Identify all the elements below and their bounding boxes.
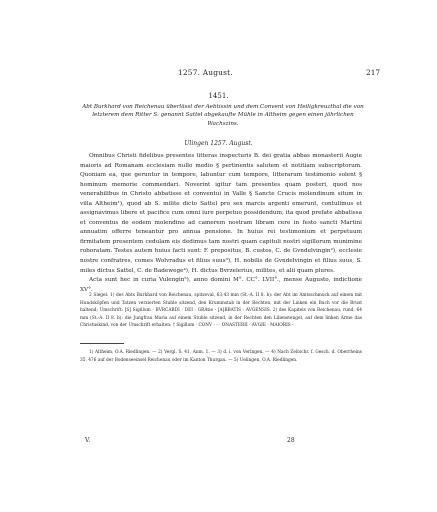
footnotes <box>80 349 362 364</box>
document-number: 1451. <box>208 92 229 100</box>
footnote-divider <box>80 343 124 344</box>
seal-notes <box>80 292 362 330</box>
running-header-date: 1257. August. <box>178 68 233 77</box>
place-date: Ulingen 1257. August. <box>184 140 253 147</box>
body-paragraph: Acta sunt hec in curia Vulengin⁵), anno domini M°. CC°. LVII°., mense Augusto, indictione XV°. <box>80 277 362 293</box>
footnote-text: 1) Altheim, O.A. Riedlingen. — 2) Vergl. S. 41, Anm. 1. — 3) d. i. von Veringen. — 4) Nach Zeitschr. f. Gesch. d. Oberrheins 35, 476 auf der Bodenseeinsel Reichenau oder im Kanton Thurgau. — 5) Uelingen, O.A. Riedlingen. <box>80 350 362 363</box>
seal-description: 2 Siegel: 1) des Abts Burkhard von Reichenau, spitzoval, 63,43 mm (St.-A. II 8. b): der Abt im Amtsschmuck auf einem mit Hundsköpfen und Tatzen verzierten Stuhle sitzend, den Krummstab in der Rechten, mit der Linken ein Buch vor die Brust haltend; Umschrift: [S] Sigillum · BVRCARDI · DEI · GRAtie · [A]BBATIS · AVGENSIS. 2) des Kapitels von Reichenau, rund, 64 mm (St.-A. II 8. b): die Jungfrau Maria auf einem Stuhle sitzend, in der Rechten den Lilienstengel, auf dem linken Arme das Christuskind, von der Umschrift erhalten: † Sigillum · CONV · · · ONASTERII · AVGIE · MAIORIS · <box>80 293 362 329</box>
signature-mark-right: 28 <box>287 437 295 444</box>
signature-mark-left: V. <box>85 437 91 444</box>
document-summary: Abt Burkhard von Reichenau überlässt der Aebtissin und dem Convent von Heiligkreuzthal die von letzterem dem Ritter S. genannt Sattel abgekaufte Mühle in Altheim gegen einen jährlichen Wachszins. <box>82 104 364 127</box>
page-number: 217 <box>366 68 381 77</box>
charter-text <box>80 152 362 295</box>
body-paragraph: Omnibus Christi fidelibus presentes litteras inspecturis B. dei gratia abbas monasterii Augie maioris ad Romanam ecclesiam nullo medio § pertinentis salutem et notitiam subscriptorum. Quoniam ea, que geruntur in tempore, labuntur cum tempore, litterarum testimonio solent § hominum memorie commendari. Noverint igitur tam presentes quam posteri, quod nos venerabilibus in Christo abbatisse et conventui in Valle § Sancte Crucis molendinum situm in villa Altheim¹), quod ab S. milite dicto Sattel pro sex marcis argenti emerunt, contulimus et assignavimus libere et pacifice cum omni iure perpetuo possidendum, ita quod prefate abbatissa et conventus de eodem molendino ad camerem nostram libram cere in festo sancti Martini annuatim offerre teneantur pro annua pensione. In huius rei testimonium et perpetuum firmitatem presentem cedulam eis dedimus tam nostri quam capituli nostri sigillorum munimine roboratam. Testes autem huius facti sunt: F. prepositus, B. custos, C. de Gvndelvingin²), ecclesie nostre confratres, comes Wolvradus et filius suus³), H. nobilis de Gvndelvingin et filius suus, S. miles dictus Sattel, C. de Badewege⁴), H. dictus Bvrzelerius, milites, et alii quam plures. <box>80 153 362 274</box>
